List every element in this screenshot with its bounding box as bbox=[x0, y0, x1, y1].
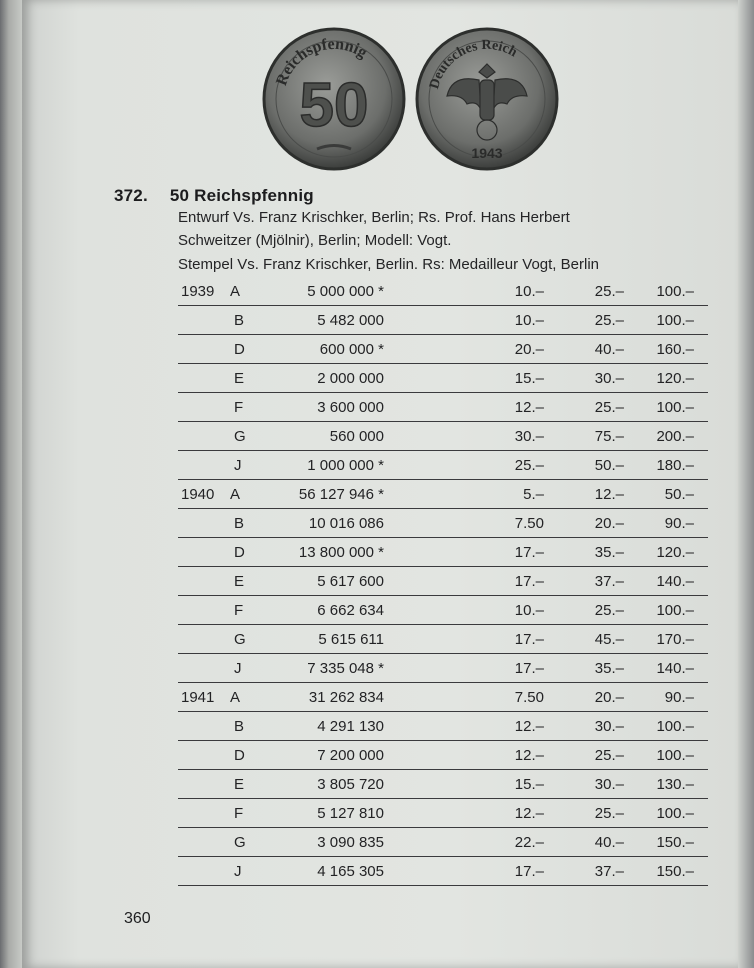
price-cell: 75.– bbox=[594, 428, 624, 445]
table-row bbox=[178, 799, 708, 828]
price-cell: 37.– bbox=[594, 573, 624, 590]
mintage-cell: 13 800 000 * bbox=[298, 544, 384, 561]
price-cell: 25.– bbox=[594, 805, 624, 822]
price-cell: 170.– bbox=[656, 631, 694, 648]
table-row bbox=[178, 567, 708, 596]
price-cell: 160.– bbox=[656, 341, 694, 358]
coin-title: 50 Reichspfennig bbox=[169, 186, 314, 205]
price-cell: 140.– bbox=[656, 660, 694, 677]
price-cell: 100.– bbox=[656, 718, 694, 735]
mint-mark-cell: G bbox=[234, 631, 246, 648]
page-number: 360 bbox=[124, 910, 151, 927]
price-cell: 35.– bbox=[594, 660, 624, 677]
mintage-cell: 3 090 835 bbox=[317, 834, 384, 851]
mintage-cell: 560 000 bbox=[329, 428, 384, 445]
price-cell: 100.– bbox=[656, 747, 694, 764]
table-row bbox=[178, 712, 708, 741]
table-row bbox=[178, 480, 708, 509]
mint-mark-cell: F bbox=[234, 602, 244, 619]
mintage-cell: 5 482 000 bbox=[317, 312, 384, 329]
price-cell: 15.– bbox=[514, 370, 544, 387]
price-cell: 90.– bbox=[664, 689, 694, 706]
price-cell: 20.– bbox=[594, 515, 624, 532]
price-cell: 100.– bbox=[656, 602, 694, 619]
price-cell: 37.– bbox=[594, 863, 624, 880]
price-cell: 17.– bbox=[514, 863, 544, 880]
price-cell: 25.– bbox=[594, 602, 624, 619]
mint-mark-cell: E bbox=[234, 370, 245, 387]
mintage-cell: 1 000 000 * bbox=[307, 457, 384, 474]
price-cell: 17.– bbox=[514, 573, 544, 590]
obverse-coin bbox=[264, 29, 404, 169]
mintage-cell: 56 127 946 * bbox=[298, 486, 384, 503]
price-cell: 90.– bbox=[664, 515, 694, 532]
mintage-cell: 5 127 810 bbox=[317, 805, 384, 822]
mintage-cell: 7 200 000 bbox=[317, 747, 384, 764]
price-cell: 100.– bbox=[656, 399, 694, 416]
coin-images bbox=[262, 24, 562, 174]
mint-mark-cell: A bbox=[230, 283, 241, 300]
mintage-cell: 5 000 000 * bbox=[307, 283, 384, 300]
mint-mark-cell: J bbox=[234, 863, 242, 880]
price-cell: 30.– bbox=[594, 776, 624, 793]
mintage-cell: 4 291 130 bbox=[317, 718, 384, 735]
price-cell: 12.– bbox=[514, 747, 544, 764]
price-cell: 50.– bbox=[664, 486, 694, 503]
mint-mark-cell: E bbox=[234, 776, 245, 793]
price-cell: 20.– bbox=[514, 341, 544, 358]
price-cell: 30.– bbox=[514, 428, 544, 445]
mint-mark-cell: G bbox=[234, 834, 246, 851]
description-line: Schweitzer (Mjölnir), Berlin; Modell: Vogt. bbox=[178, 232, 452, 249]
price-cell: 25.– bbox=[514, 457, 544, 474]
table-row bbox=[178, 364, 708, 393]
table-row bbox=[178, 828, 708, 857]
price-cell: 40.– bbox=[594, 834, 624, 851]
price-cell: 150.– bbox=[656, 834, 694, 851]
year-cell: 1939 bbox=[181, 283, 215, 300]
table-row bbox=[178, 857, 708, 886]
reverse-legend: Deutsches Reich bbox=[427, 37, 520, 91]
table-row bbox=[178, 422, 708, 451]
price-cell: 100.– bbox=[656, 805, 694, 822]
mintage-cell: 2 000 000 bbox=[317, 370, 384, 387]
mint-mark-cell: J bbox=[234, 457, 242, 474]
price-cell: 12.– bbox=[514, 718, 544, 735]
mint-mark-cell: E bbox=[234, 573, 245, 590]
price-cell: 100.– bbox=[656, 283, 694, 300]
table-row bbox=[178, 509, 708, 538]
mintage-cell: 7 335 048 * bbox=[307, 660, 384, 677]
mintage-cell: 10 016 086 bbox=[308, 515, 384, 532]
price-cell: 17.– bbox=[514, 660, 544, 677]
table-row bbox=[178, 306, 708, 335]
table-row bbox=[178, 277, 708, 306]
price-cell: 20.– bbox=[594, 689, 624, 706]
book-binding-edge bbox=[0, 0, 22, 968]
obverse-value: 50 bbox=[299, 71, 369, 140]
mint-mark-cell: B bbox=[234, 312, 245, 329]
mint-mark-cell: G bbox=[234, 428, 246, 445]
price-cell: 45.– bbox=[594, 631, 624, 648]
description-line: Entwurf Vs. Franz Krischker, Berlin; Rs. Prof. Hans Herbert bbox=[178, 209, 570, 226]
price-cell: 12.– bbox=[514, 805, 544, 822]
price-cell: 17.– bbox=[514, 544, 544, 561]
mint-mark-cell: D bbox=[234, 544, 245, 561]
price-cell: 10.– bbox=[514, 602, 544, 619]
price-cell: 30.– bbox=[594, 718, 624, 735]
price-cell: 10.– bbox=[514, 312, 544, 329]
mintage-cell: 3 600 000 bbox=[317, 399, 384, 416]
price-cell: 200.– bbox=[656, 428, 694, 445]
mint-mark-cell: D bbox=[234, 341, 245, 358]
description-line: Stempel Vs. Franz Krischker, Berlin. Rs: Medailleur Vogt, Berlin bbox=[178, 256, 599, 273]
price-cell: 180.– bbox=[656, 457, 694, 474]
mintage-cell: 600 000 * bbox=[319, 341, 384, 358]
page-stack-edge bbox=[738, 0, 754, 968]
table-row bbox=[178, 654, 708, 683]
mint-mark-cell: A bbox=[230, 689, 241, 706]
table-row bbox=[178, 770, 708, 799]
mintage-cell: 5 615 611 bbox=[318, 631, 384, 648]
price-cell: 150.– bbox=[656, 863, 694, 880]
mint-mark-cell: F bbox=[234, 805, 244, 822]
price-cell: 25.– bbox=[594, 312, 624, 329]
price-cell: 12.– bbox=[594, 486, 624, 503]
mint-mark-cell: D bbox=[234, 747, 245, 764]
price-cell: 10.– bbox=[514, 283, 544, 300]
price-cell: 100.– bbox=[656, 312, 694, 329]
price-cell: 130.– bbox=[656, 776, 694, 793]
catalog-number: 372. bbox=[114, 186, 148, 205]
price-cell: 25.– bbox=[594, 399, 624, 416]
mintage-cell: 5 617 600 bbox=[317, 573, 384, 590]
reverse-coin bbox=[417, 29, 557, 169]
mint-mark-cell: B bbox=[234, 718, 245, 735]
mint-mark-cell: A bbox=[230, 486, 241, 503]
mintage-cell: 31 262 834 bbox=[308, 689, 384, 706]
mintage-cell: 3 805 720 bbox=[317, 776, 384, 793]
year-cell: 1940 bbox=[181, 486, 215, 503]
mintage-cell: 4 165 305 bbox=[317, 863, 384, 880]
obverse-legend: Reichspfennig bbox=[273, 35, 370, 88]
price-cell: 35.– bbox=[594, 544, 624, 561]
price-cell: 50.– bbox=[594, 457, 624, 474]
mint-mark-cell: B bbox=[234, 515, 245, 532]
price-cell: 30.– bbox=[594, 370, 624, 387]
table-row bbox=[178, 741, 708, 770]
table-row bbox=[178, 625, 708, 654]
price-cell: 25.– bbox=[594, 747, 624, 764]
price-cell: 17.– bbox=[514, 631, 544, 648]
price-cell: 15.– bbox=[514, 776, 544, 793]
mint-mark-cell: J bbox=[234, 660, 242, 677]
table-row bbox=[178, 393, 708, 422]
price-cell: 5.– bbox=[523, 486, 544, 503]
price-cell: 7.50 bbox=[514, 515, 544, 532]
price-cell: 120.– bbox=[656, 370, 694, 387]
price-cell: 7.50 bbox=[514, 689, 544, 706]
mint-mark-cell: F bbox=[234, 399, 244, 416]
price-cell: 120.– bbox=[656, 544, 694, 561]
year-cell: 1941 bbox=[181, 689, 215, 706]
catalog-entry-heading bbox=[114, 186, 314, 206]
price-cell: 12.– bbox=[514, 399, 544, 416]
table-row bbox=[178, 335, 708, 364]
table-row bbox=[178, 451, 708, 480]
reverse-year: 1943 bbox=[471, 145, 503, 161]
table-row bbox=[178, 596, 708, 625]
mintage-cell: 6 662 634 bbox=[317, 602, 384, 619]
price-cell: 22.– bbox=[514, 834, 544, 851]
table-row bbox=[178, 683, 708, 712]
price-cell: 140.– bbox=[656, 573, 694, 590]
price-cell: 40.– bbox=[594, 341, 624, 358]
table-row bbox=[178, 538, 708, 567]
mintage-price-table bbox=[178, 277, 708, 886]
price-cell: 25.– bbox=[594, 283, 624, 300]
